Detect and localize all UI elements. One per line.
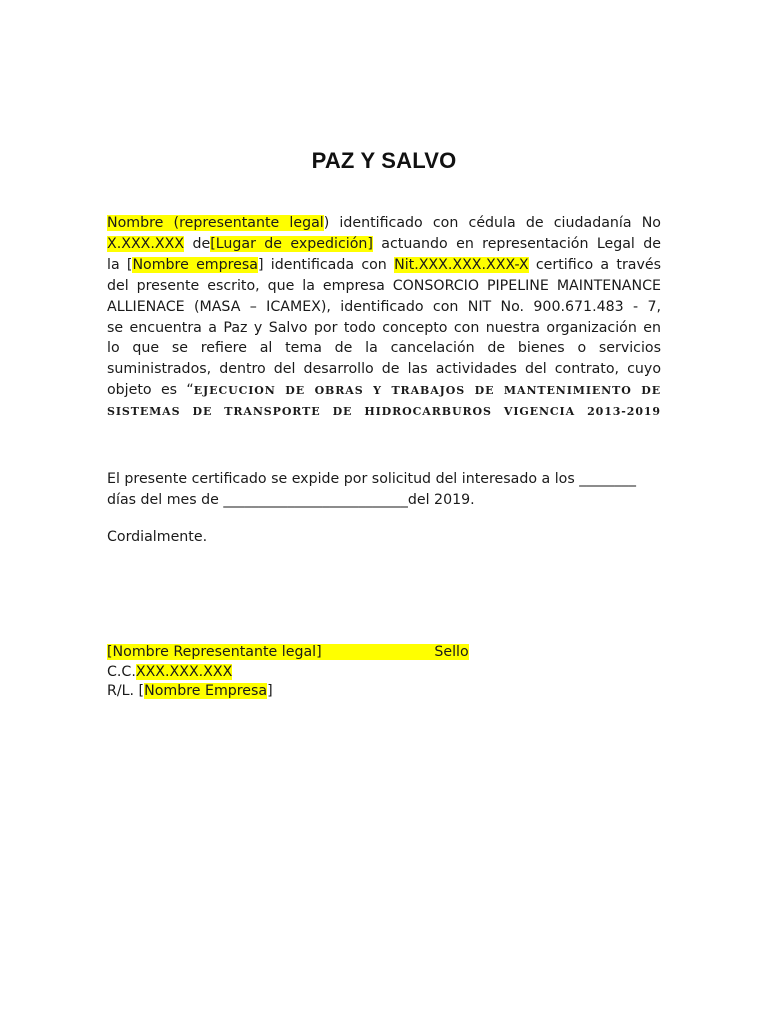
body-line-2: X.XXX.XXX de[Lugar de expedición] actuando en representación Legal de xyxy=(107,235,661,252)
document-title: PAZ Y SALVO xyxy=(311,148,457,173)
signature-rl-line: R/L. [Nombre Empresa] xyxy=(107,683,273,699)
highlight-cc-number: XXX.XXX.XXX xyxy=(135,663,233,680)
highlight-representative-name: Nombre (representante legal xyxy=(107,215,324,231)
highlight-issue-place: [Lugar de expedición] xyxy=(210,235,373,252)
body-paragraph xyxy=(107,213,661,423)
highlight-company-name: Nombre empresa xyxy=(132,256,258,273)
signature-cc-line: C.C.XXX.XXX.XXX xyxy=(107,663,233,680)
closing-text: Cordialmente. xyxy=(107,529,208,545)
body-line-7: lo que se refiere al tema de la cancelación de bienes o servicios xyxy=(107,340,661,357)
body-line-4: del presente escrito, que la empresa CONSORCIO PIPELINE MAINTENANCE xyxy=(107,277,661,294)
highlight-nit: Nit.XXX.XXX.XXX-X xyxy=(394,256,529,273)
highlight-signer-name: [Nombre Representante legal] Sello xyxy=(107,644,469,660)
highlight-rl-company: Nombre Empresa xyxy=(144,683,268,699)
highlight-id-number: X.XXX.XXX xyxy=(107,235,185,252)
signature-block xyxy=(107,643,469,702)
signature-name-line xyxy=(107,643,469,663)
body-line-1: Nombre (representante legal) identificado con cédula de ciudadanía No xyxy=(107,215,661,231)
issue-line-1: El presente certificado se expide por solicitud del interesado a los ________ xyxy=(107,471,636,487)
body-line-6: se encuentra a Paz y Salvo por todo concepto con nuestra organización en xyxy=(107,319,661,336)
body-line-9: objeto es “EJECUCION DE OBRAS Y TRABAJOS DE MANTENIMIENTO DE xyxy=(107,382,661,399)
body-line-3: la [Nombre empresa] identificada con Nit.XXX.XXX.XXX-X certifico a través xyxy=(107,256,661,273)
body-line-5: ALLIENACE (MASA – ICAMEX), identificado con NIT No. 900.671.483 - 7, xyxy=(107,298,661,315)
issue-line-2: días del mes de __________________________del 2019. xyxy=(107,491,475,508)
body-line-10: SISTEMAS DE TRANSPORTE DE HIDROCARBUROS VIGENCIA 2013-2019 xyxy=(107,405,661,419)
issue-paragraph xyxy=(107,469,661,511)
contract-object-caps: EJECUCION DE OBRAS Y TRABAJOS DE MANTENIMIENTO DE xyxy=(193,384,661,398)
body-line-8: suministrados, dentro del desarrollo de las actividades del contrato, cuyo xyxy=(107,361,661,378)
